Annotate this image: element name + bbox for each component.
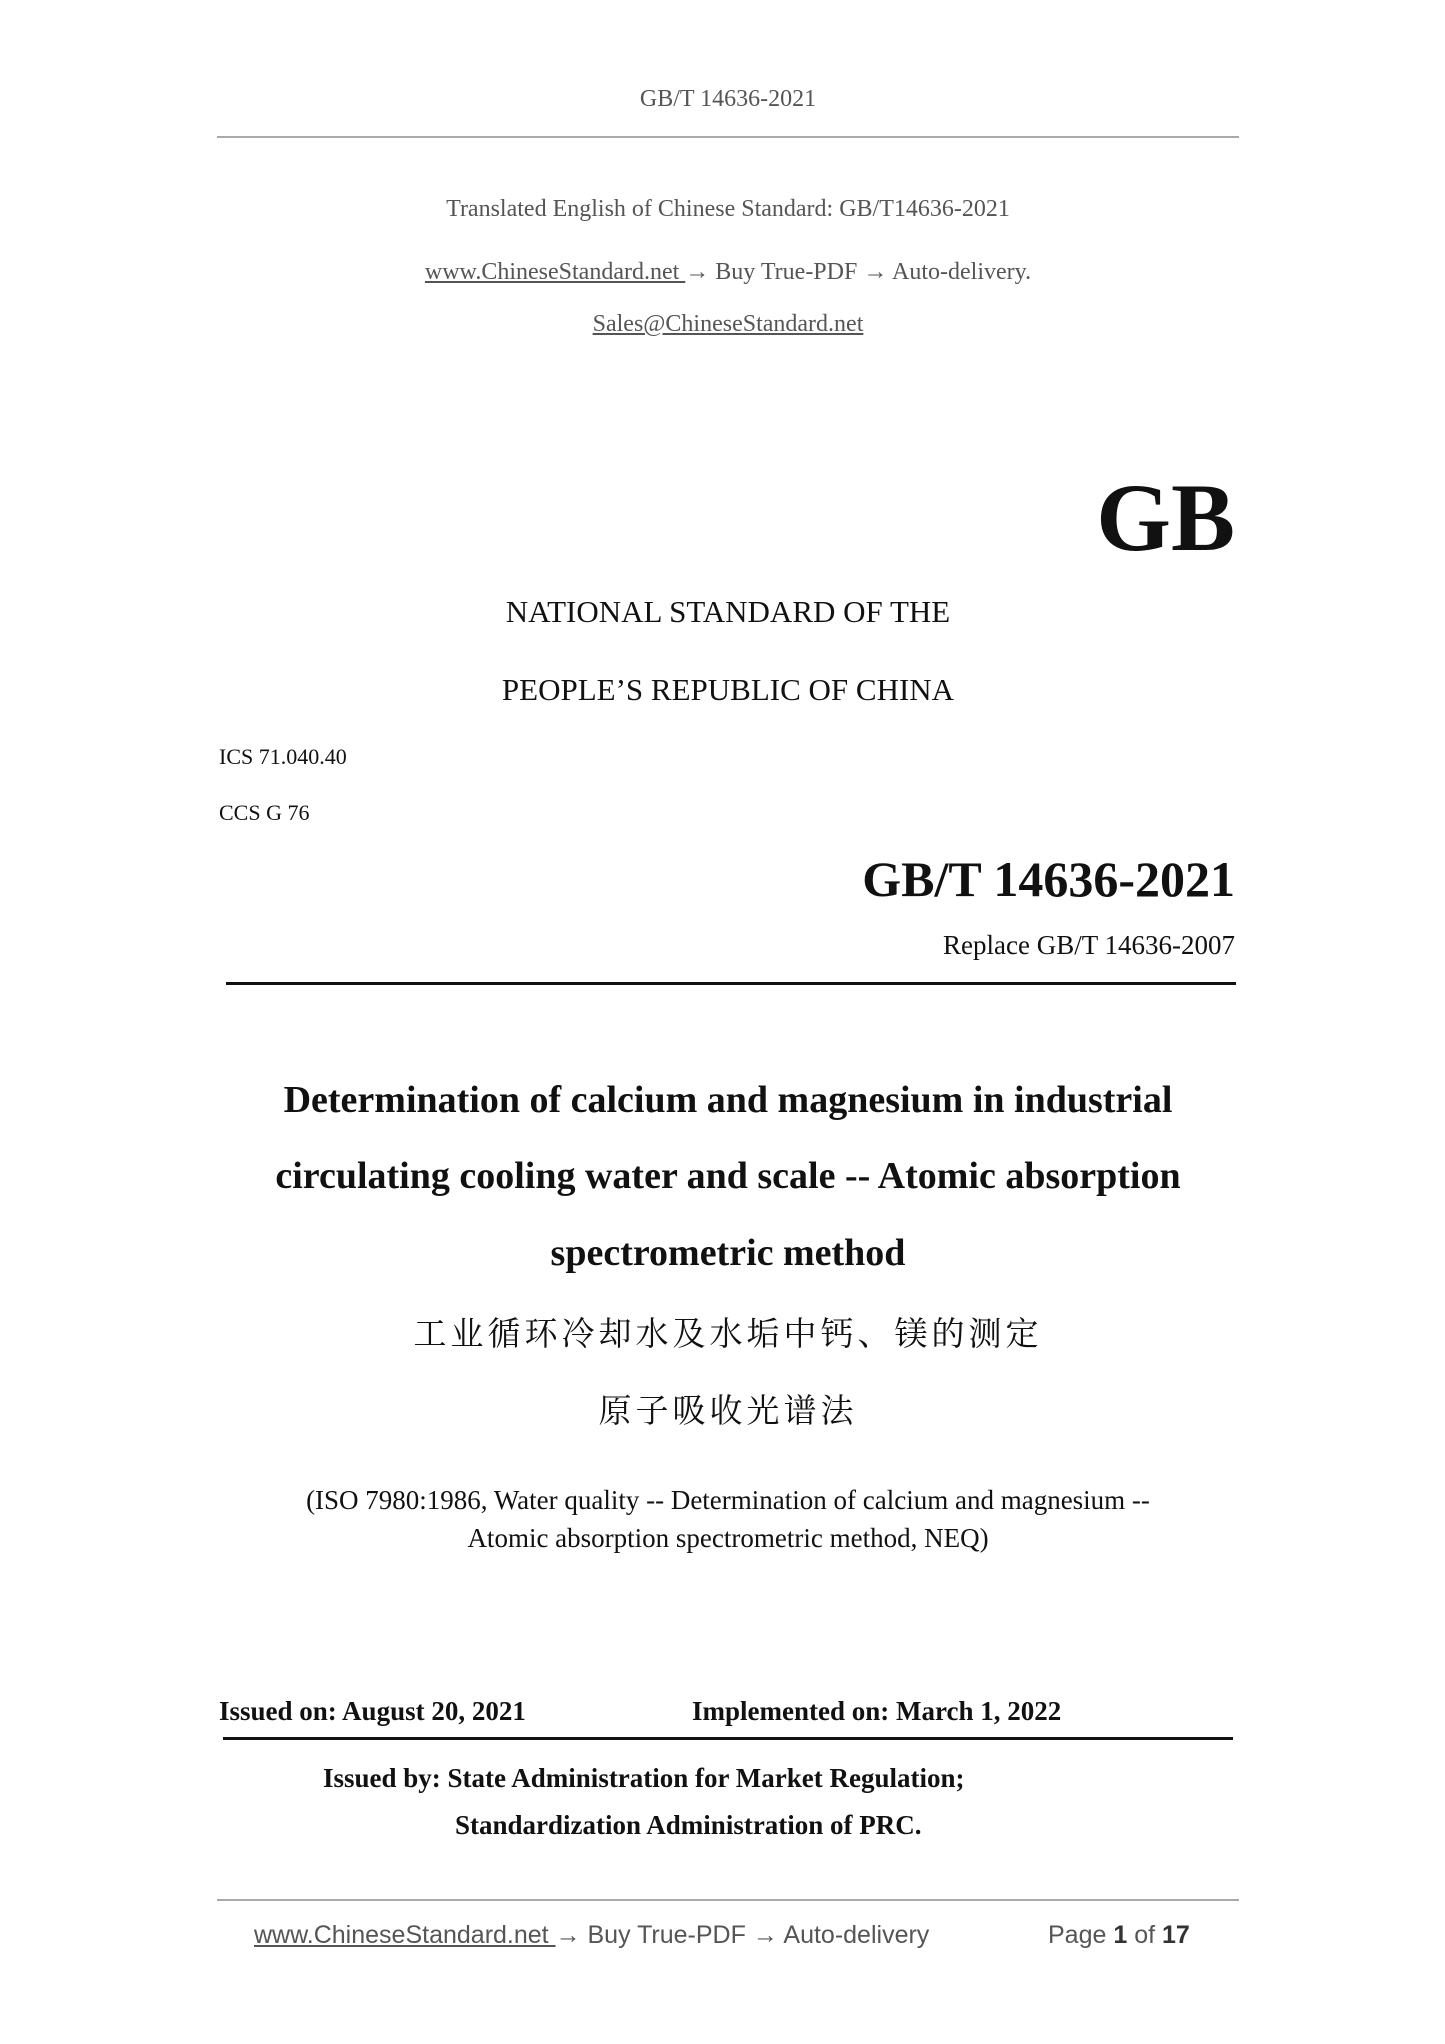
footer-promo: [254, 1921, 929, 1950]
national-line-1: NATIONAL STANDARD OF THE: [505, 594, 951, 629]
footer-promo-text: → Buy True-PDF → Auto-delivery: [555, 1921, 930, 1949]
page-total: 17: [1162, 1921, 1190, 1949]
ics-code: ICS 71.040.40: [219, 744, 347, 769]
footer-divider: [217, 1899, 1239, 1901]
standard-number: GB/T 14636-2021: [862, 851, 1235, 907]
iso-line: Atomic absorption spectrometric method, NEQ): [467, 1523, 989, 1553]
issued-by-line-1: Issued by: State Administration for Market Regulation;: [323, 1763, 965, 1793]
running-header: GB/T 14636-2021: [639, 86, 817, 112]
promo-line: [0, 259, 1445, 286]
page-label: Page: [1048, 1921, 1114, 1949]
national-line-2: PEOPLE’S REPUBLIC OF CHINA: [501, 672, 955, 707]
replace-note: Replace GB/T 14636-2007: [943, 930, 1235, 960]
chinese-title-line: 原子吸收光谱法: [598, 1394, 858, 1430]
header-divider: [217, 136, 1239, 138]
footer-site-link[interactable]: www.ChineseStandard.net: [254, 1921, 556, 1949]
title-divider: [226, 982, 1236, 985]
ccs-code: CCS G 76: [219, 800, 310, 825]
auto-text: Auto-delivery.: [887, 259, 1032, 285]
title-line: Determination of calcium and magnesium in industrial: [283, 1079, 1173, 1121]
site-link[interactable]: www.ChineseStandard.net: [424, 259, 686, 285]
email-link[interactable]: Sales@ChineseStandard.net: [592, 311, 864, 337]
chinese-title-line: 工业循环冷却水及水垢中钙、镁的测定: [413, 1317, 1043, 1353]
issued-by-line-2: Standardization Administration of PRC.: [455, 1810, 922, 1840]
title-line: spectrometric method: [550, 1232, 906, 1274]
issued-on: Issued on: August 20, 2021: [219, 1696, 526, 1726]
gb-logo: GB: [1096, 464, 1235, 571]
dates-divider: [223, 1737, 1233, 1740]
implemented-on: Implemented on: March 1, 2022: [692, 1696, 1062, 1726]
page-current: 1: [1113, 1921, 1128, 1949]
iso-line: (ISO 7980:1986, Water quality -- Determination of calcium and magnesium --: [306, 1485, 1150, 1515]
arrow-icon: →: [685, 259, 710, 285]
title-line: circulating cooling water and scale -- Atomic absorption: [275, 1155, 1181, 1197]
page-of: of: [1127, 1921, 1162, 1949]
arrow-icon: →: [863, 259, 888, 285]
buy-text: Buy True-PDF: [709, 259, 864, 285]
page-number: [1048, 1921, 1190, 1950]
translated-note: Translated English of Chinese Standard: GB/T14636-2021: [446, 196, 1010, 222]
